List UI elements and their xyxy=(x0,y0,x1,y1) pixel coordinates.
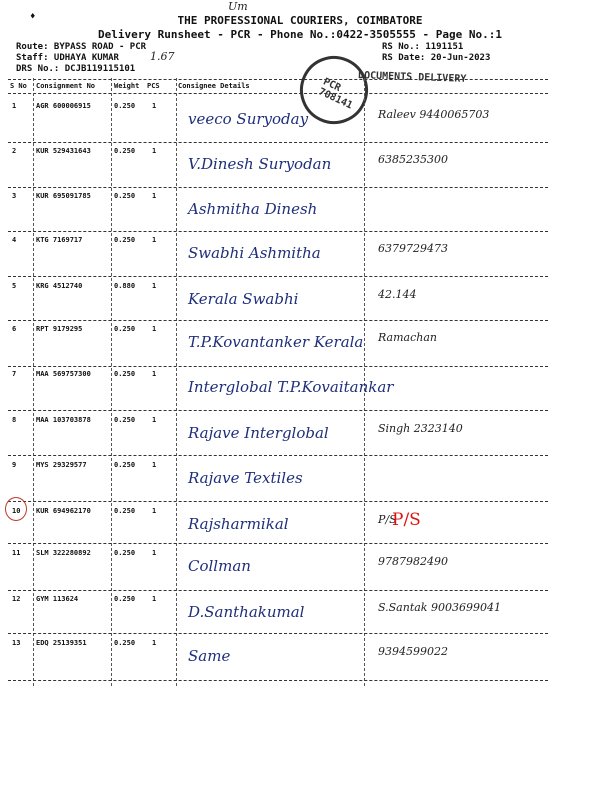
row-pcs: 1 xyxy=(152,549,157,557)
table-row xyxy=(8,323,548,368)
row-consignment-no: MAA 569757300 xyxy=(36,370,91,378)
row-pcs: 1 xyxy=(152,147,157,155)
row-pcs: 1 xyxy=(152,416,157,424)
row-receiver-signature: P/S xyxy=(378,513,397,526)
row-pcs: 1 xyxy=(152,639,157,647)
row-consignee-handwriting: Same xyxy=(188,647,231,665)
row-separator xyxy=(8,590,548,591)
row-receiver-signature: 6379729473 xyxy=(378,242,448,255)
row-pcs: 1 xyxy=(152,507,157,515)
row-pcs: 1 xyxy=(152,102,157,110)
row-pcs: 1 xyxy=(152,595,157,603)
round-stamp-text: PCR 708141 xyxy=(316,76,355,112)
row-consignment-no: KTG 7169717 xyxy=(36,236,83,244)
row-weight: 0.250 xyxy=(114,416,136,424)
row-separator xyxy=(8,231,548,232)
header-bottom-line xyxy=(8,93,548,94)
drs-label: DRS No.: DCJB119115101 xyxy=(16,64,136,74)
row-consignment-no: KUR 529431643 xyxy=(36,147,91,155)
runsheet-subtitle: Delivery Runsheet - PCR - Phone No.:0422-3505555 - Page No.:1 xyxy=(98,28,502,41)
company-title: THE PROFESSIONAL COURIERS, COIMBATORE xyxy=(177,14,423,27)
row-separator xyxy=(8,543,548,544)
table-row xyxy=(8,145,548,190)
row-separator xyxy=(8,187,548,188)
row-receiver-signature: 9787982490 xyxy=(378,555,448,568)
row-sno: 8 xyxy=(12,416,17,424)
row-sno: 11 xyxy=(12,549,21,557)
row-sno: 2 xyxy=(12,147,17,155)
row-consignee-handwriting: veeco Suryoday xyxy=(188,110,309,128)
header-top-line xyxy=(8,79,548,80)
row-weight: 0.250 xyxy=(114,639,136,647)
row-consignment-no: MAA 103703878 xyxy=(36,416,91,424)
row-sno: 13 xyxy=(12,639,21,647)
row-receiver-signature: 42.144 xyxy=(378,288,417,301)
row-consignee-handwriting: Kerala Swabhi xyxy=(188,290,299,308)
row-consignment-no: SLM 322280892 xyxy=(36,549,91,557)
table-row xyxy=(8,593,548,638)
row-weight: 0.250 xyxy=(114,595,136,603)
rs-number: RS No.: 1191151 xyxy=(382,42,464,52)
row-weight: 0.250 xyxy=(114,236,136,244)
row-sno: 9 xyxy=(12,461,17,469)
documents-delivery-stamp: DOCUMENTS DELIVERY xyxy=(357,70,467,85)
row-receiver-signature: Ramachan xyxy=(378,331,437,344)
row-pcs: 1 xyxy=(152,325,157,333)
table-row xyxy=(8,547,548,592)
row-sno: 7 xyxy=(12,370,17,378)
col-pcs: PCS xyxy=(147,82,160,90)
row-pcs: 1 xyxy=(152,461,157,469)
row-weight: 0.250 xyxy=(114,192,136,200)
row-weight: 0.250 xyxy=(114,325,136,333)
route-label: Route: BYPASS ROAD - PCR xyxy=(16,42,147,52)
ps-mark: P/S xyxy=(392,510,421,530)
circle-mark xyxy=(5,497,27,521)
row-weight: 0.250 xyxy=(114,147,136,155)
row-sno: 10 xyxy=(12,507,21,515)
row-consignee-handwriting: D.Santhakumal xyxy=(188,603,305,621)
row-receiver-signature: S.Santak 9003699041 xyxy=(378,601,501,614)
staff-scribble: 1.67 xyxy=(150,50,175,63)
row-sno: 1 xyxy=(12,102,17,110)
table-row xyxy=(8,100,548,145)
row-consignment-no: RPT 9179295 xyxy=(36,325,83,333)
row-pcs: 1 xyxy=(152,282,157,290)
row-separator xyxy=(8,501,548,502)
row-weight: 0.250 xyxy=(114,461,136,469)
table-row xyxy=(8,280,548,325)
row-consignee-handwriting: Interglobal T.P.Kovaitankar xyxy=(188,378,394,396)
table-row xyxy=(8,637,548,682)
row-separator xyxy=(8,366,548,367)
row-sno: 12 xyxy=(12,595,21,603)
row-sno: 3 xyxy=(12,192,17,200)
row-weight: 0.250 xyxy=(114,370,136,378)
col-sno: S No xyxy=(10,82,27,90)
row-consignment-no: AGR 600006915 xyxy=(36,102,91,110)
row-sno: 6 xyxy=(12,325,17,333)
row-consignment-no: MYS 29329577 xyxy=(36,461,87,469)
row-receiver-signature: Singh 2323140 xyxy=(378,422,463,435)
row-sno: 5 xyxy=(12,282,17,290)
row-weight: 0.250 xyxy=(114,507,136,515)
rs-date: RS Date: 20-Jun-2023 xyxy=(382,53,491,63)
row-separator xyxy=(8,410,548,411)
row-receiver-signature: 9394599022 xyxy=(378,645,448,658)
row-consignment-no: KUR 694962170 xyxy=(36,507,91,515)
row-separator xyxy=(8,320,548,321)
row-separator xyxy=(8,455,548,456)
row-weight: 0.250 xyxy=(114,549,136,557)
row-pcs: 1 xyxy=(152,236,157,244)
row-pcs: 1 xyxy=(152,370,157,378)
row-consignee-handwriting: V.Dinesh Suryodan xyxy=(188,155,332,173)
row-separator xyxy=(8,633,548,634)
row-sno: 4 xyxy=(12,236,17,244)
row-receiver-signature: Raleev 9440065703 xyxy=(378,108,490,121)
col-consignment: Consignment No xyxy=(36,82,96,90)
row-consignment-no: EDQ 25139351 xyxy=(36,639,87,647)
row-separator xyxy=(8,142,548,143)
row-consignment-no: KUR 695091785 xyxy=(36,192,91,200)
row-consignee-handwriting: Collman xyxy=(188,557,251,575)
row-weight: 0.880 xyxy=(114,282,136,290)
row-consignment-no: KRG 4512740 xyxy=(36,282,83,290)
row-pcs: 1 xyxy=(152,192,157,200)
table-row xyxy=(8,368,548,413)
table-row xyxy=(8,234,548,279)
row-consignee-handwriting: Rajave Interglobal xyxy=(188,424,329,442)
table-row xyxy=(8,190,548,235)
row-consignee-handwriting: Rajsharmikal xyxy=(188,515,289,533)
row-consignee-handwriting: Swabhi Ashmitha xyxy=(188,244,321,262)
row-receiver-signature: 6385235300 xyxy=(378,153,448,166)
col-weight: Weight xyxy=(114,82,140,90)
row-consignee-handwriting: T.P.Kovantanker Kerala xyxy=(188,333,364,351)
tick-mark: ♦ xyxy=(30,12,36,22)
top-scribble: Um xyxy=(228,0,248,13)
table-row xyxy=(8,414,548,459)
row-consignee-handwriting: Ashmitha Dinesh xyxy=(188,200,318,218)
row-weight: 0.250 xyxy=(114,102,136,110)
row-separator xyxy=(8,276,548,277)
col-consignee: Consignee Details xyxy=(178,82,250,90)
staff-label: Staff: UDHAYA KUMAR xyxy=(16,53,119,63)
row-separator xyxy=(8,680,548,681)
table-row xyxy=(8,459,548,504)
row-consignee-handwriting: Rajave Textiles xyxy=(188,469,303,487)
row-consignment-no: GYM 113624 xyxy=(36,595,79,603)
